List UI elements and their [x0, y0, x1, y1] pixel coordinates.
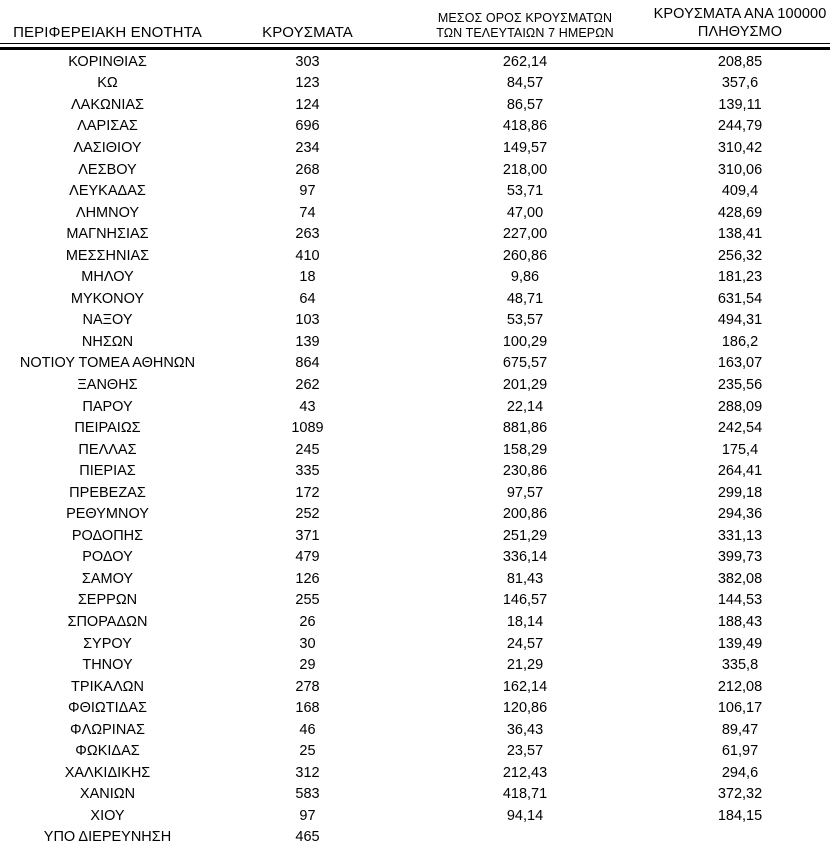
table-row [0, 245, 830, 267]
cell-per-100k: 310,42 [717, 139, 763, 156]
cell-7day-average: 227,00 [502, 226, 548, 243]
cell-cases: 30 [299, 635, 316, 652]
cell-region: ΜΑΓΝΗΣΙΑΣ [66, 226, 149, 243]
cell-7day-average: 120,86 [502, 700, 548, 717]
cell-per-100k: 372,32 [717, 786, 763, 803]
cell-cases: 465 [295, 829, 320, 846]
cell-cases: 29 [299, 657, 316, 674]
table-row [0, 741, 830, 763]
cell-region: ΣΕΡΡΩΝ [77, 592, 138, 609]
cell-7day-average: 94,14 [506, 807, 544, 824]
table-row [0, 719, 830, 741]
cell-cases: 25 [299, 743, 316, 760]
table-row [0, 223, 830, 245]
cell-per-100k: 89,47 [721, 721, 759, 738]
column-header-regional-unit: ΠΕΡΙΦΕΡΕΙΑΚΗ ΕΝΟΤΗΤΑ [13, 24, 202, 41]
cell-cases: 172 [295, 484, 320, 501]
cell-7day-average: 162,14 [502, 678, 548, 695]
cell-cases: 696 [295, 118, 320, 135]
cell-region: ΥΠΟ ΔΙΕΡΕΥΝΗΣΗ [43, 829, 172, 846]
cell-cases: 139 [295, 333, 320, 350]
table-row [0, 654, 830, 676]
cell-cases: 126 [295, 570, 320, 587]
cell-7day-average: 149,57 [502, 139, 548, 156]
cell-7day-average: 97,57 [506, 484, 544, 501]
cell-per-100k: 106,17 [717, 700, 763, 717]
cell-cases: 263 [295, 226, 320, 243]
table-row [0, 590, 830, 612]
cell-per-100k: 184,15 [717, 807, 763, 824]
cell-cases: 268 [295, 161, 320, 178]
cell-region: ΧΑΝΙΩΝ [79, 786, 136, 803]
cell-7day-average: 336,14 [502, 549, 548, 566]
cell-cases: 371 [295, 527, 320, 544]
cell-cases: 303 [295, 53, 320, 70]
cell-region: ΛΑΚΩΝΙΑΣ [70, 96, 144, 113]
cell-7day-average: 53,71 [506, 183, 544, 200]
cell-per-100k: 242,54 [717, 420, 763, 437]
cell-cases: 103 [295, 312, 320, 329]
cell-per-100k: 175,4 [721, 441, 759, 458]
cell-7day-average: 23,57 [506, 743, 544, 760]
table-row [0, 266, 830, 288]
cell-per-100k: 235,56 [717, 376, 763, 393]
cell-cases: 255 [295, 592, 320, 609]
cell-7day-average: 100,29 [502, 333, 548, 350]
cell-region: ΛΕΥΚΑΔΑΣ [69, 183, 146, 200]
cell-cases: 245 [295, 441, 320, 458]
column-header-7day-average [400, 11, 650, 43]
cell-per-100k: 264,41 [717, 463, 763, 480]
cell-per-100k: 256,32 [717, 247, 763, 264]
cell-per-100k: 409,4 [721, 183, 759, 200]
cell-7day-average: 418,71 [502, 786, 548, 803]
cell-7day-average: 22,14 [506, 398, 544, 415]
table-row [0, 51, 830, 73]
cell-region: ΦΩΚΙΔΑΣ [75, 743, 140, 760]
cell-cases: 64 [299, 290, 316, 307]
cell-7day-average: 24,57 [506, 635, 544, 652]
cell-region: ΧΑΛΚΙΔΙΚΗΣ [64, 764, 151, 781]
cell-region: ΚΟΡΙΝΘΙΑΣ [68, 53, 147, 70]
cell-per-100k: 428,69 [717, 204, 763, 221]
table-row [0, 633, 830, 655]
cell-7day-average: 47,00 [506, 204, 544, 221]
cell-region: ΠΕΙΡΑΙΩΣ [74, 420, 141, 437]
table-row [0, 288, 830, 310]
table-row [0, 784, 830, 806]
column-header-cases: ΚΡΟΥΣΜΑΤΑ [262, 24, 353, 41]
cell-per-100k: 294,36 [717, 506, 763, 523]
cell-cases: 864 [295, 355, 320, 372]
cell-cases: 278 [295, 678, 320, 695]
cell-per-100k: 299,18 [717, 484, 763, 501]
cell-cases: 26 [299, 613, 316, 630]
cell-7day-average: 48,71 [506, 290, 544, 307]
cell-cases: 252 [295, 506, 320, 523]
table-row [0, 568, 830, 590]
cell-7day-average: 21,29 [506, 657, 544, 674]
column-header-cases-per-100k-line1: ΚΡΟΥΣΜΑΤΑ ΑΝΑ 100000 [653, 6, 827, 22]
cell-region: ΜΕΣΣΗΝΙΑΣ [65, 247, 150, 264]
table-row [0, 353, 830, 375]
cell-region: ΠΙΕΡΙΑΣ [79, 463, 136, 480]
cell-region: ΦΘΙΩΤΙΔΑΣ [68, 700, 147, 717]
cell-cases: 583 [295, 786, 320, 803]
cell-region: ΤΗΝΟΥ [82, 657, 133, 674]
cell-region: ΦΛΩΡΙΝΑΣ [70, 721, 145, 738]
table-row [0, 180, 830, 202]
cell-7day-average: 200,86 [502, 506, 548, 523]
cell-per-100k: 139,11 [718, 96, 762, 113]
cell-region: ΛΕΣΒΟΥ [78, 161, 137, 178]
table-row [0, 460, 830, 482]
table-row [0, 439, 830, 461]
table-header-row [0, 0, 830, 44]
cell-per-100k: 61,97 [721, 743, 759, 760]
table-row [0, 310, 830, 332]
cell-region: ΚΩ [97, 75, 118, 92]
cell-per-100k: 208,85 [717, 53, 763, 70]
cell-per-100k: 144,53 [717, 592, 763, 609]
column-header-7day-average-line1: ΜΕΣΟΣ ΟΡΟΣ ΚΡΟΥΣΜΑΤΩΝ [437, 11, 613, 25]
cell-7day-average: 201,29 [502, 376, 548, 393]
cell-7day-average: 53,57 [506, 312, 544, 329]
cell-region: ΣΥΡΟΥ [83, 635, 132, 652]
cell-7day-average: 86,57 [506, 96, 544, 113]
cell-per-100k: 399,73 [717, 549, 763, 566]
table-row [0, 503, 830, 525]
table-row [0, 827, 830, 849]
table-row [0, 73, 830, 95]
cell-region: ΡΟΔΟΠΗΣ [71, 527, 144, 544]
header-separator-rule [0, 47, 830, 50]
cell-7day-average: 146,57 [502, 592, 548, 609]
cell-7day-average: 36,43 [506, 721, 544, 738]
cell-per-100k: 212,08 [717, 678, 763, 695]
column-header-cases-per-100k-line2: ΠΛΗΘΥΣΜΟ [697, 24, 783, 40]
cell-cases: 168 [295, 700, 320, 717]
cell-7day-average: 418,86 [502, 118, 548, 135]
cell-per-100k: 139,49 [717, 635, 763, 652]
table-row [0, 417, 830, 439]
table-row [0, 202, 830, 224]
cell-cases: 312 [295, 764, 320, 781]
cell-region: ΠΑΡΟΥ [82, 398, 133, 415]
cell-per-100k: 294,6 [721, 764, 759, 781]
cell-7day-average: 212,43 [502, 764, 548, 781]
cell-7day-average: 84,57 [506, 75, 544, 92]
cell-region: ΡΟΔΟΥ [82, 549, 133, 566]
cell-region: ΠΡΕΒΕΖΑΣ [69, 484, 146, 501]
cell-7day-average: 158,29 [502, 441, 548, 458]
cell-region: ΝΟΤΙΟΥ ΤΟΜΕΑ ΑΘΗΝΩΝ [19, 355, 196, 372]
cell-per-100k: 310,06 [717, 161, 763, 178]
cell-cases: 1089 [291, 420, 324, 437]
cell-per-100k: 357,6 [721, 75, 759, 92]
cell-cases: 18 [299, 269, 316, 286]
table-row [0, 94, 830, 116]
cell-region: ΜΥΚΟΝΟΥ [70, 290, 145, 307]
cell-7day-average: 218,00 [502, 161, 548, 178]
cell-region: ΜΗΛΟΥ [81, 269, 134, 286]
cell-region: ΡΕΘΥΜΝΟΥ [66, 506, 149, 523]
table-row [0, 331, 830, 353]
table-row [0, 396, 830, 418]
cell-region: ΣΠΟΡΑΔΩΝ [67, 613, 148, 630]
cell-7day-average: 9,86 [510, 269, 540, 286]
cell-region: ΝΑΞΟΥ [82, 312, 133, 329]
table-row [0, 676, 830, 698]
cell-7day-average: 675,57 [502, 355, 548, 372]
cell-per-100k: 186,2 [721, 333, 759, 350]
cell-region: ΛΑΡΙΣΑΣ [77, 118, 138, 135]
cell-7day-average: 251,29 [502, 527, 548, 544]
table-row [0, 137, 830, 159]
cell-cases: 97 [299, 183, 316, 200]
cell-cases: 97 [299, 807, 316, 824]
cell-region: ΤΡΙΚΑΛΩΝ [71, 678, 144, 695]
cell-per-100k: 331,13 [717, 527, 763, 544]
cell-cases: 74 [299, 204, 316, 221]
cell-cases: 124 [295, 96, 320, 113]
table-row [0, 547, 830, 569]
cell-region: ΝΗΣΩΝ [81, 333, 134, 350]
table-row [0, 374, 830, 396]
cell-cases: 43 [299, 398, 316, 415]
cell-7day-average: 881,86 [502, 420, 548, 437]
cell-cases: 479 [295, 549, 320, 566]
cell-region: ΞΑΝΘΗΣ [77, 376, 138, 393]
cell-per-100k: 138,41 [717, 226, 763, 243]
cell-per-100k: 244,79 [717, 118, 763, 135]
cell-cases: 46 [299, 721, 316, 738]
table-row [0, 116, 830, 138]
table-row [0, 805, 830, 827]
cell-region: ΣΑΜΟΥ [81, 570, 134, 587]
cell-per-100k: 382,08 [717, 570, 763, 587]
cell-cases: 410 [295, 247, 320, 264]
table-row [0, 525, 830, 547]
cell-cases: 234 [295, 139, 320, 156]
column-header-cases-per-100k [650, 5, 830, 43]
cell-7day-average: 81,43 [506, 570, 544, 587]
cell-7day-average: 18,14 [506, 613, 544, 630]
table-row [0, 159, 830, 181]
cell-7day-average: 262,14 [502, 53, 548, 70]
cell-cases: 335 [295, 463, 320, 480]
cell-per-100k: 494,31 [717, 312, 763, 329]
cell-region: ΛΑΣΙΘΙΟΥ [73, 139, 142, 156]
table-row [0, 762, 830, 784]
table-row [0, 697, 830, 719]
cell-7day-average: 230,86 [502, 463, 548, 480]
table-row [0, 482, 830, 504]
cell-per-100k: 181,23 [717, 269, 763, 286]
table-row [0, 611, 830, 633]
cell-region: ΛΗΜΝΟΥ [75, 204, 140, 221]
cell-per-100k: 288,09 [717, 398, 763, 415]
cell-per-100k: 631,54 [717, 290, 763, 307]
table-body [0, 51, 830, 848]
cell-region: ΠΕΛΛΑΣ [78, 441, 137, 458]
column-header-7day-average-line2: ΤΩΝ ΤΕΛΕΥΤΑΙΩΝ 7 ΗΜΕΡΩΝ [436, 26, 614, 40]
cell-per-100k: 335,8 [721, 657, 759, 674]
cell-cases: 262 [295, 376, 320, 393]
cell-cases: 123 [295, 75, 320, 92]
cell-per-100k: 188,43 [717, 613, 763, 630]
cell-region: ΧΙΟΥ [90, 807, 125, 824]
cell-per-100k: 163,07 [717, 355, 763, 372]
cell-7day-average: 260,86 [502, 247, 548, 264]
